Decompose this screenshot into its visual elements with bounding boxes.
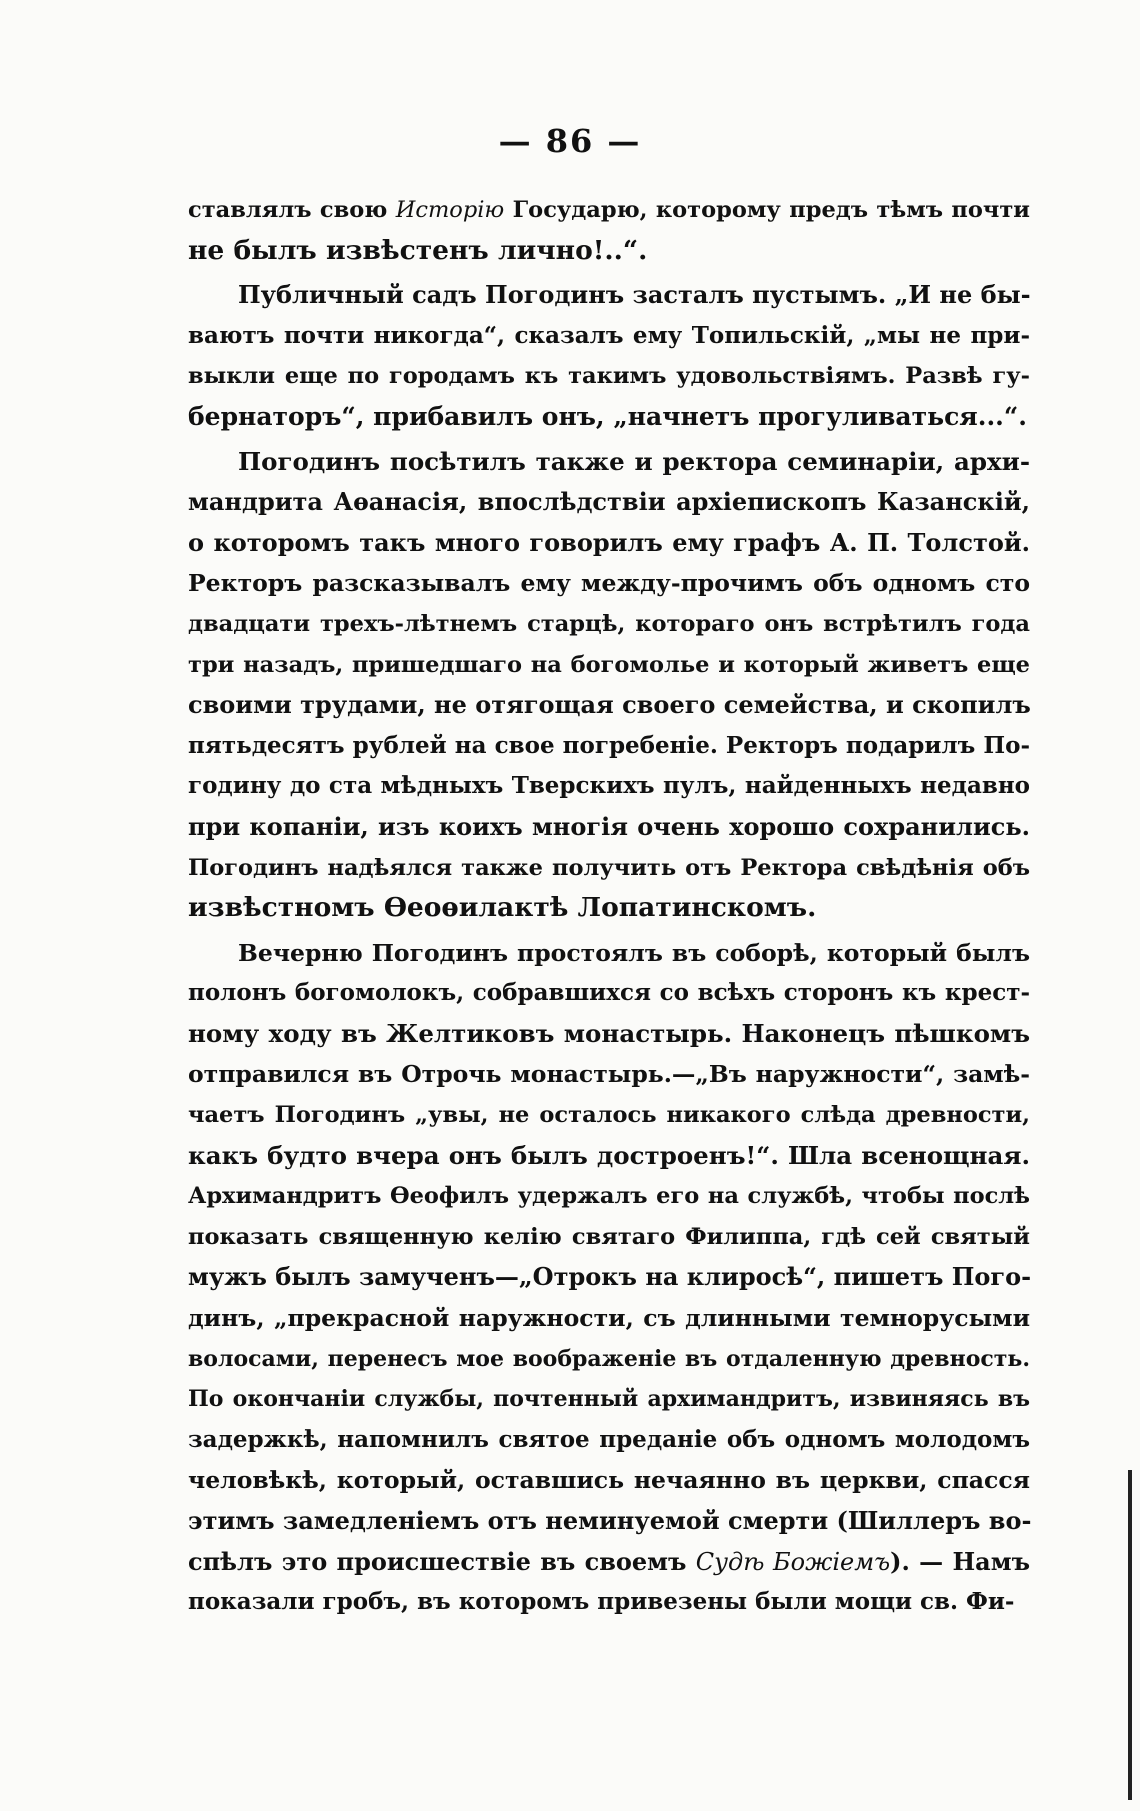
text-line xyxy=(188,685,1030,726)
text-segment: спѣлъ это происшествіе въ своемъ xyxy=(188,1546,696,1576)
text-segment: пятьдесятъ рублей на свое погребеніе. Ректоръ подарилъ По- xyxy=(188,731,1030,759)
text-line xyxy=(188,1257,1030,1298)
text-segment: волосами, перенесъ мое воображеніе въ отдаленную древность. xyxy=(188,1345,1030,1372)
text-segment: извѣстномъ Ѳеоѳилактѣ Лопатинскомъ. xyxy=(188,892,817,924)
text-line xyxy=(188,316,1030,357)
page-number: — 86 — xyxy=(498,122,642,160)
text-line xyxy=(188,482,1030,523)
text-line xyxy=(188,933,1030,974)
text-line xyxy=(188,523,1030,564)
text-line xyxy=(188,1582,1030,1623)
text-line xyxy=(188,275,1030,316)
text-line xyxy=(188,442,1030,483)
text-line xyxy=(188,1217,1030,1258)
italic-title: Исторію xyxy=(395,197,505,223)
text-segment: динъ, „прекрасной наружности, съ длинными темнорусыми xyxy=(188,1304,1030,1333)
text-segment: три назадъ, пришедшаго на богомолье и который живетъ еще xyxy=(188,651,1030,678)
text-segment: человѣкѣ, который, оставшись нечаянно въ церкви, спасся xyxy=(188,1466,1030,1495)
text-line xyxy=(188,1501,1030,1542)
text-segment: показать священную келію святаго Филиппа, гдѣ сей святый xyxy=(188,1223,1030,1250)
text-line xyxy=(188,1136,1030,1177)
text-line xyxy=(188,1460,1030,1501)
text-line xyxy=(188,1054,1030,1095)
text-segment: Погодинъ надѣялся также получить отъ Ректора свѣдѣнія объ xyxy=(188,854,1030,881)
text-segment: этимъ замедленіемъ отъ неминуемой смерти (Шиллеръ во- xyxy=(188,1506,1032,1535)
text-segment: Архимандритъ Ѳеофилъ удержалъ его на службѣ, чтобы послѣ xyxy=(188,1183,1030,1210)
text-line xyxy=(188,1298,1030,1339)
text-segment: о которомъ такъ много говорилъ ему графъ А. П. Толстой. xyxy=(188,527,1030,557)
text-line xyxy=(188,604,1030,645)
text-line xyxy=(188,231,1030,272)
text-segment: при копаніи, изъ коихъ многія очень хорошо сохранились. xyxy=(188,811,1030,841)
text-line xyxy=(188,563,1030,604)
text-segment: своими трудами, не отягощая своего семейства, и скопилъ xyxy=(188,690,1031,720)
text-line xyxy=(188,1420,1030,1461)
paragraph xyxy=(188,933,1030,1623)
text-line xyxy=(188,726,1030,767)
text-segment: двадцати трехъ-лѣтнемъ старцѣ, котораго онъ встрѣтилъ года xyxy=(188,610,1030,637)
text-segment: ному ходу въ Желтиковъ монастырь. Наконецъ пѣшкомъ xyxy=(188,1018,1030,1048)
text-line xyxy=(188,1379,1030,1420)
text-line xyxy=(188,888,1030,929)
italic-title: Судѣ Божіемъ xyxy=(695,1547,891,1576)
text-segment: Вечерню Погодинъ простоялъ въ соборѣ, который былъ xyxy=(238,938,1030,967)
body-text xyxy=(188,190,1030,1623)
text-line xyxy=(188,848,1030,889)
text-line xyxy=(188,1176,1030,1217)
text-segment: выкли еще по городамъ къ такимъ удовольствіямъ. Развѣ гу- xyxy=(188,363,1030,390)
text-line xyxy=(188,1095,1030,1136)
text-segment: не былъ извѣстенъ лично!..“. xyxy=(188,234,648,266)
paragraph xyxy=(188,190,1030,271)
text-segment: Ректоръ разсказывалъ ему между-прочимъ объ одномъ сто xyxy=(188,569,1030,598)
text-segment: ваютъ почти никогда“, сказалъ ему Топильскій, „мы не при- xyxy=(188,321,1030,349)
text-line xyxy=(188,645,1030,686)
text-segment: ). — Намъ xyxy=(890,1546,1030,1576)
text-line xyxy=(188,397,1030,438)
text-segment: ставлялъ свою xyxy=(188,197,396,223)
text-line xyxy=(188,766,1030,807)
text-segment: какъ будто вчера онъ былъ достроенъ!“. Шла всенощная. xyxy=(188,1140,1030,1170)
text-segment: мужъ былъ замученъ—„Отрокъ на клиросѣ“, пишетъ Пого- xyxy=(188,1262,1032,1292)
text-line xyxy=(188,190,1030,231)
text-segment: чаетъ Погодинъ „увы, не осталось никакого слѣда древности, xyxy=(188,1102,1030,1129)
text-segment: мандрита Аѳанасія, впослѣдствіи архіепископъ Казанскій, xyxy=(188,487,1030,517)
text-segment: отправился въ Отрочь монастырь.—„Въ наружности“, замѣ- xyxy=(188,1060,1030,1089)
scan-edge-mark xyxy=(1128,1470,1132,1800)
text-line xyxy=(188,1339,1030,1380)
text-line xyxy=(188,1014,1030,1055)
paragraph xyxy=(188,275,1030,437)
text-line xyxy=(188,973,1030,1014)
text-segment: задержкѣ, напомнилъ святое преданіе объ одномъ молодомъ xyxy=(188,1425,1030,1453)
text-segment: Государю, которому предъ тѣмъ почти xyxy=(504,197,1030,223)
text-segment: бернаторъ“, прибавилъ онъ, „начнетъ прогуливаться...“. xyxy=(188,401,1027,431)
paragraph xyxy=(188,442,1030,929)
text-segment: полонъ богомолокъ, собравшихся со всѣхъ сторонъ къ крест- xyxy=(188,979,1030,1007)
text-line xyxy=(188,356,1030,397)
text-segment: По окончаніи службы, почтенный архимандритъ, извиняясь въ xyxy=(188,1386,1030,1413)
text-segment: показали гробъ, въ которомъ привезены были мощи св. Фи- xyxy=(188,1588,1015,1616)
text-line xyxy=(188,807,1030,848)
text-segment: годину до ста мѣдныхъ Тверскихъ пулъ, найденныхъ недавно xyxy=(188,772,1030,800)
text-segment: Публичный садъ Погодинъ засталъ пустымъ. „И не бы- xyxy=(238,280,1031,310)
text-segment: Погодинъ посѣтилъ также и ректора семинаріи, архи- xyxy=(238,446,1030,476)
text-line xyxy=(188,1542,1030,1583)
